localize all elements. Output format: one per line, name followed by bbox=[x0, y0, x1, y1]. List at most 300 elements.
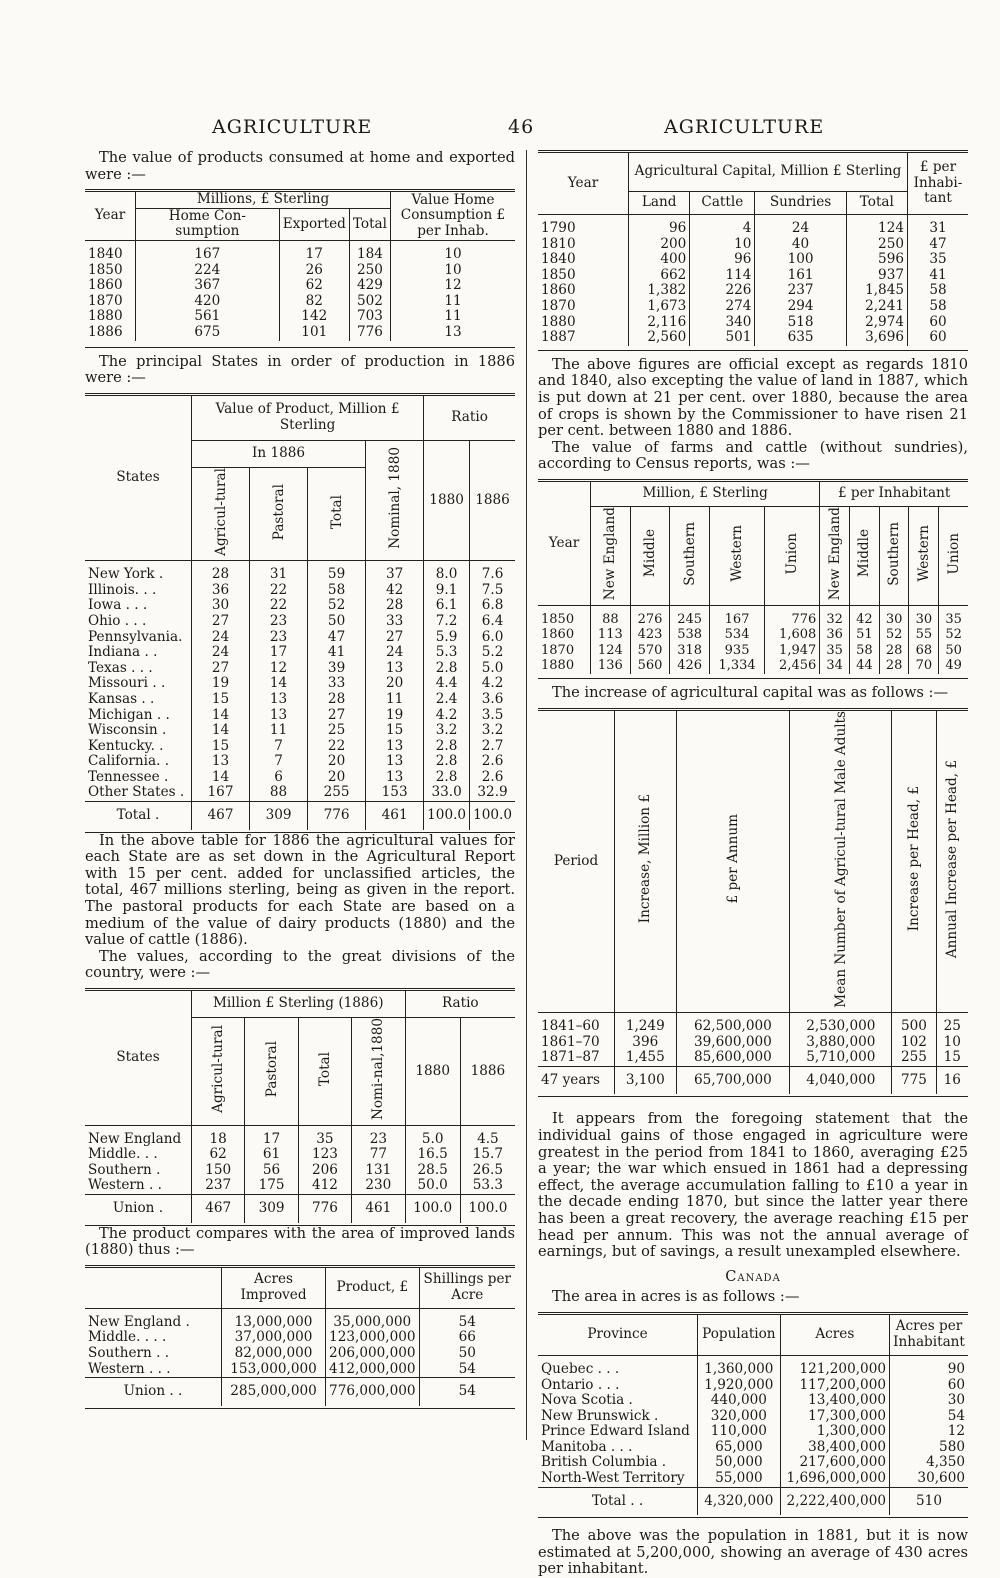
table-cell: 538 bbox=[670, 627, 710, 643]
table-cell: 206 bbox=[298, 1163, 351, 1179]
t5-row bbox=[538, 215, 968, 237]
t6-col-header: Union bbox=[765, 506, 820, 605]
table-cell: 124 bbox=[846, 215, 907, 237]
t8-province-header: Province bbox=[587, 1326, 648, 1343]
t2-row bbox=[85, 785, 515, 801]
table-cell: 501 bbox=[690, 330, 755, 346]
table-cell: 4,040,000 bbox=[790, 1066, 892, 1094]
table-cell: 1880 bbox=[541, 658, 575, 674]
t5-row bbox=[538, 315, 968, 331]
table-cell: 35 bbox=[939, 605, 968, 627]
table-cell: 1880 bbox=[88, 308, 123, 325]
table-cell: 36 bbox=[820, 627, 850, 643]
table-cell: Southern . bbox=[88, 1161, 161, 1178]
table-cell: Total . bbox=[116, 807, 160, 824]
table-cell: California. . bbox=[88, 753, 170, 770]
t8-row bbox=[538, 1440, 968, 1456]
t3-1880-header: 1880 bbox=[405, 1018, 460, 1126]
table-cell: 1,947 bbox=[765, 643, 820, 659]
table-cell: 19 bbox=[192, 676, 250, 692]
table-cell: 412 bbox=[298, 1178, 351, 1194]
table-cell: 184 bbox=[349, 240, 390, 262]
table-cell: 153 bbox=[366, 785, 424, 801]
t6-col-header: Middle bbox=[630, 506, 670, 605]
table-cell: 49 bbox=[939, 658, 968, 674]
table-cell: 30 bbox=[909, 605, 939, 627]
table-cell: 1,696,000,000 bbox=[780, 1471, 889, 1487]
t4-shillings-header: Shillings per Acre bbox=[419, 1266, 515, 1308]
table-cell: North-West Territory bbox=[541, 1470, 685, 1487]
t4-blank-header bbox=[85, 1266, 222, 1308]
table-cell: 776,000,000 bbox=[326, 1378, 419, 1406]
table-cell: 224 bbox=[136, 263, 280, 279]
table-cell: 14 bbox=[192, 770, 250, 786]
table-cell: 1850 bbox=[88, 261, 123, 278]
t8-row bbox=[538, 1424, 968, 1440]
table-cell: Wisconsin . bbox=[88, 722, 167, 739]
intro-states: The principal States in order of production in 1886 were :— bbox=[85, 352, 515, 387]
t8-row bbox=[538, 1393, 968, 1409]
t2-states-header: States bbox=[116, 469, 160, 486]
table-cell: 42 bbox=[850, 605, 880, 627]
t2-row bbox=[85, 561, 515, 583]
table-cell: 1,300,000 bbox=[780, 1424, 889, 1440]
table-cell: 27 bbox=[192, 614, 250, 630]
t4-acres-header: Acres Improved bbox=[222, 1266, 326, 1308]
table-cell: 42 bbox=[366, 583, 424, 599]
table-cell: New York . bbox=[88, 566, 164, 583]
table-cell: 13 bbox=[250, 708, 308, 724]
canada-heading: Canada bbox=[725, 1267, 781, 1285]
table-cell: 429 bbox=[349, 278, 390, 294]
improved-lands-table bbox=[85, 1265, 515, 1406]
table-cell: 20 bbox=[366, 676, 424, 692]
table-cell: 4.4 bbox=[424, 676, 470, 692]
table-cell: 30 bbox=[879, 605, 909, 627]
table-cell: 1,249 bbox=[615, 1013, 677, 1035]
table-cell: 935 bbox=[710, 643, 765, 659]
t1-row bbox=[85, 325, 515, 341]
table-cell: 44 bbox=[850, 658, 880, 674]
table-cell: 65,700,000 bbox=[676, 1066, 790, 1094]
table-cell: 82,000,000 bbox=[222, 1346, 326, 1362]
gains-paragraph: It appears from the foregoing statement that the individual gains of those engaged in agriculture were greatest in the period from 1841 to 1860, averaging £25 a year; the war which ensued in 1861 had a depressing effect, the average accumulation falling to £10 a year in the decade ending 1870, but since the latter year there has been a great recovery, the average reaching £15 per head per annum. This was not the annual average of earnings, but of savings, a result unexampled elsewhere. bbox=[538, 1110, 968, 1261]
table-cell: 22 bbox=[308, 739, 366, 755]
table-cell: 11 bbox=[391, 294, 516, 310]
table-cell: 153,000,000 bbox=[222, 1362, 326, 1378]
table-cell: 8.0 bbox=[424, 561, 470, 583]
table-cell: 40 bbox=[755, 237, 846, 253]
table-cell: 96 bbox=[690, 252, 755, 268]
table-cell: 68 bbox=[909, 643, 939, 659]
table-cell: Total . . bbox=[591, 1492, 644, 1509]
t2-ratio-header: Ratio bbox=[424, 394, 515, 440]
table-cell: 24 bbox=[192, 630, 250, 646]
table-cell: 561 bbox=[136, 309, 280, 325]
table-cell: 19 bbox=[366, 708, 424, 724]
table-cell: 2,241 bbox=[846, 299, 907, 315]
table-cell: 59 bbox=[308, 561, 366, 583]
t3-1886-header: 1886 bbox=[460, 1018, 515, 1126]
table-cell: 10 bbox=[690, 237, 755, 253]
running-head-left: AGRICULTURE bbox=[212, 116, 373, 138]
table-cell: 14 bbox=[192, 708, 250, 724]
table-cell: 255 bbox=[308, 785, 366, 801]
t5-cattle-header: Cattle bbox=[690, 192, 755, 215]
table-cell: 85,600,000 bbox=[676, 1050, 790, 1066]
table-cell: 3,880,000 bbox=[790, 1035, 892, 1051]
table-cell: 142 bbox=[279, 309, 349, 325]
t6-col-header: Western bbox=[710, 506, 765, 605]
t2-total-header: Total bbox=[308, 467, 366, 560]
table-cell: Other States . bbox=[88, 784, 185, 801]
table-cell: 100.0 bbox=[470, 802, 515, 830]
table-cell: 1840 bbox=[88, 245, 123, 262]
t7-col-header: £ per Annum bbox=[676, 709, 790, 1012]
t7-col-header: Increase per Head, £ bbox=[892, 709, 936, 1012]
table-cell: 20 bbox=[308, 754, 366, 770]
table-cell: 467 bbox=[192, 1195, 245, 1223]
table-cell: 596 bbox=[846, 252, 907, 268]
table-cell: 31 bbox=[250, 561, 308, 583]
table-cell: 440,000 bbox=[698, 1393, 781, 1409]
table-cell: 400 bbox=[629, 252, 690, 268]
t8-total-row bbox=[538, 1487, 968, 1515]
t2-row bbox=[85, 692, 515, 708]
table-cell: Quebec . . . bbox=[541, 1360, 620, 1377]
table-cell: 2.8 bbox=[424, 754, 470, 770]
t4-product-header: Product, £ bbox=[326, 1266, 419, 1308]
table-cell: 510 bbox=[890, 1487, 969, 1515]
table-cell: 15 bbox=[366, 723, 424, 739]
table-cell: 58 bbox=[908, 283, 969, 299]
table-cell: 1870 bbox=[541, 297, 576, 314]
t4-row bbox=[85, 1346, 515, 1362]
table-cell: Pennsylvania. bbox=[88, 628, 183, 645]
table-cell: 47 years bbox=[541, 1071, 600, 1088]
t5-row bbox=[538, 299, 968, 315]
table-cell: 13 bbox=[366, 661, 424, 677]
right-column bbox=[538, 150, 968, 1578]
table-cell: 1886 bbox=[88, 323, 123, 340]
table-cell: 26.5 bbox=[460, 1163, 515, 1179]
table-cell: 60 bbox=[890, 1378, 969, 1394]
table-cell: 3.2 bbox=[470, 723, 515, 739]
table-cell: Union . bbox=[112, 1200, 164, 1217]
table-cell: 937 bbox=[846, 268, 907, 284]
table-cell: 33 bbox=[308, 676, 366, 692]
t7-total-row bbox=[538, 1066, 968, 1094]
table-cell: 88 bbox=[250, 785, 308, 801]
table-cell: 412,000,000 bbox=[326, 1362, 419, 1378]
t2-row bbox=[85, 754, 515, 770]
page-number: 46 bbox=[508, 116, 535, 138]
table-cell: 1887 bbox=[541, 329, 576, 346]
t5-total-header: Total bbox=[846, 192, 907, 215]
table-cell: 7.5 bbox=[470, 583, 515, 599]
canada-area-intro: The area in acres is as follows :— bbox=[552, 1288, 800, 1306]
table-cell: Ontario . . . bbox=[541, 1376, 620, 1393]
t6-group2-header: £ per Inhabitant bbox=[820, 480, 968, 506]
t3-row bbox=[85, 1125, 515, 1147]
t3-agricultural-header: Agricul-tural bbox=[192, 1018, 245, 1126]
table-cell: 27 bbox=[192, 661, 250, 677]
table-cell: 2.8 bbox=[424, 739, 470, 755]
table-cell: 17,300,000 bbox=[780, 1409, 889, 1425]
table-cell: 123 bbox=[298, 1147, 351, 1163]
improved-lands-intro: The product compares with the area of improved lands (1880) thus :— bbox=[85, 1224, 515, 1259]
table-cell: 25 bbox=[936, 1013, 968, 1035]
table-cell: 1,455 bbox=[615, 1050, 677, 1066]
table-cell: Nova Scotia . bbox=[541, 1392, 633, 1409]
table-cell: 1850 bbox=[541, 266, 576, 283]
table-cell: 50 bbox=[419, 1346, 515, 1362]
table-cell: 90 bbox=[890, 1355, 969, 1377]
table-cell: 1871–87 bbox=[541, 1049, 600, 1066]
table-cell: 100.0 bbox=[405, 1195, 460, 1223]
table-cell: 635 bbox=[755, 330, 846, 346]
table-cell: 5.0 bbox=[470, 661, 515, 677]
divisions-intro: The values, according to the great divisions of the country, were :— bbox=[85, 947, 515, 982]
t1-total-header: Total bbox=[349, 208, 390, 240]
table-cell: 1,845 bbox=[846, 283, 907, 299]
table-cell: 58 bbox=[908, 299, 969, 315]
table-cell: 47 bbox=[308, 630, 366, 646]
table-cell: 54 bbox=[419, 1308, 515, 1330]
table-cell: 776 bbox=[349, 325, 390, 341]
table-cell: 136 bbox=[591, 658, 631, 674]
table-cell: 1870 bbox=[88, 292, 123, 309]
t3-row bbox=[85, 1163, 515, 1179]
table-cell: 6.8 bbox=[470, 598, 515, 614]
t6-row bbox=[538, 605, 968, 627]
table-cell: 13,400,000 bbox=[780, 1393, 889, 1409]
t3-row bbox=[85, 1178, 515, 1194]
states-production-table bbox=[85, 393, 515, 830]
t4-row bbox=[85, 1362, 515, 1378]
table-cell: 50,000 bbox=[698, 1455, 781, 1471]
table-cell: Middle. . . . bbox=[88, 1329, 167, 1346]
table-cell: 101 bbox=[279, 325, 349, 341]
t2-row bbox=[85, 723, 515, 739]
divisions-table bbox=[85, 988, 515, 1223]
table-cell: 35 bbox=[908, 252, 969, 268]
table-cell: 24 bbox=[366, 645, 424, 661]
table-cell: Michigan . . bbox=[88, 706, 170, 723]
table-cell: 30 bbox=[890, 1393, 969, 1409]
table-cell: 11 bbox=[250, 723, 308, 739]
t3-total-header: Total bbox=[298, 1018, 351, 1126]
table-cell: 10 bbox=[391, 263, 516, 279]
table-cell: 776 bbox=[298, 1195, 351, 1223]
table-cell: 367 bbox=[136, 278, 280, 294]
table-cell: 13 bbox=[366, 754, 424, 770]
table-cell: 776 bbox=[765, 605, 820, 627]
t2-group-header: Value of Product, Million £ Sterling bbox=[192, 394, 424, 440]
table-cell: 423 bbox=[630, 627, 670, 643]
t6-col-header: Southern bbox=[879, 506, 909, 605]
table-cell: 35,000,000 bbox=[326, 1308, 419, 1330]
table-cell: 255 bbox=[892, 1050, 936, 1066]
table-cell: 161 bbox=[755, 268, 846, 284]
t1-group-header: Millions, £ Sterling bbox=[136, 191, 391, 209]
table-cell: 167 bbox=[136, 240, 280, 262]
table-cell: 15 bbox=[192, 692, 250, 708]
t2-1886-header: 1886 bbox=[470, 440, 515, 560]
t1-row bbox=[85, 263, 515, 279]
t5-group-header: Agricultural Capital, Million £ Sterling bbox=[629, 152, 908, 192]
table-cell: 4.2 bbox=[424, 708, 470, 724]
t6-col-header: Southern bbox=[670, 506, 710, 605]
table-cell: 2.6 bbox=[470, 754, 515, 770]
table-cell: 17 bbox=[250, 645, 308, 661]
table-cell: 22 bbox=[250, 598, 308, 614]
table-cell: 1,382 bbox=[629, 283, 690, 299]
table-cell: 7.6 bbox=[470, 561, 515, 583]
t2-nominal-header: Nominal, 1880 bbox=[366, 440, 424, 560]
table-cell: 167 bbox=[192, 785, 250, 801]
table-cell: 18 bbox=[192, 1125, 245, 1147]
table-cell: 7.2 bbox=[424, 614, 470, 630]
table-cell: 1,360,000 bbox=[698, 1355, 781, 1377]
table-cell: 102 bbox=[892, 1035, 936, 1051]
t5-land-header: Land bbox=[629, 192, 690, 215]
table-cell: 17 bbox=[245, 1125, 298, 1147]
t1-exported-header: Exported bbox=[279, 208, 349, 240]
table-cell: 62 bbox=[192, 1147, 245, 1163]
table-cell: 20 bbox=[308, 770, 366, 786]
table-cell: 28 bbox=[192, 561, 250, 583]
table-cell: 2.8 bbox=[424, 770, 470, 786]
table-cell: 5.9 bbox=[424, 630, 470, 646]
table-cell: 24 bbox=[755, 215, 846, 237]
t8-row bbox=[538, 1409, 968, 1425]
t7-row bbox=[538, 1035, 968, 1051]
table-cell: 294 bbox=[755, 299, 846, 315]
table-cell: 662 bbox=[629, 268, 690, 284]
column-divider bbox=[526, 150, 527, 1440]
table-cell: Southern . . bbox=[88, 1344, 170, 1361]
t6-group1-header: Million, £ Sterling bbox=[591, 480, 820, 506]
t1-row bbox=[85, 309, 515, 325]
table-cell: 77 bbox=[352, 1147, 405, 1163]
table-cell: 1,608 bbox=[765, 627, 820, 643]
t7-col-header: Increase, Million £ bbox=[615, 709, 677, 1012]
table-cell: 461 bbox=[352, 1195, 405, 1223]
t2-row bbox=[85, 739, 515, 755]
table-cell: 250 bbox=[349, 263, 390, 279]
table-cell: 340 bbox=[690, 315, 755, 331]
table-cell: 5,710,000 bbox=[790, 1050, 892, 1066]
table-cell: 39,600,000 bbox=[676, 1035, 790, 1051]
table-cell: 36 bbox=[192, 583, 250, 599]
table-cell: 54 bbox=[890, 1409, 969, 1425]
table-cell: 27 bbox=[308, 708, 366, 724]
table-cell: 35 bbox=[820, 643, 850, 659]
farms-cattle-table bbox=[538, 479, 968, 674]
table-cell: 1,673 bbox=[629, 299, 690, 315]
table-cell: 534 bbox=[710, 627, 765, 643]
canada-note: The above was the population in 1881, but it is now estimated at 5,200,000, showing an average of 430 acres per inhabitant. bbox=[538, 1527, 968, 1578]
table-cell: 61 bbox=[245, 1147, 298, 1163]
table-cell: 2,116 bbox=[629, 315, 690, 331]
t6-row bbox=[538, 643, 968, 659]
table-cell: 56 bbox=[245, 1163, 298, 1179]
table-cell: 2,222,400,000 bbox=[780, 1487, 889, 1515]
table-cell: 23 bbox=[352, 1125, 405, 1147]
table-cell: 33 bbox=[366, 614, 424, 630]
t1-row bbox=[85, 278, 515, 294]
table-cell: 28 bbox=[366, 598, 424, 614]
table-cell: 54 bbox=[419, 1362, 515, 1378]
table-cell: 1860 bbox=[541, 282, 576, 299]
table-cell: 560 bbox=[630, 658, 670, 674]
table-cell: 309 bbox=[245, 1195, 298, 1223]
table-cell: 12 bbox=[250, 661, 308, 677]
t5-row bbox=[538, 330, 968, 346]
table-cell: 2,974 bbox=[846, 315, 907, 331]
table-cell: 5.0 bbox=[405, 1125, 460, 1147]
t8-row bbox=[538, 1378, 968, 1394]
table-cell: 55,000 bbox=[698, 1471, 781, 1487]
table-cell: Middle. . . bbox=[88, 1146, 158, 1163]
table-cell: Tennessee . bbox=[88, 768, 169, 785]
table-cell: 580 bbox=[890, 1440, 969, 1456]
table-cell: 7 bbox=[250, 739, 308, 755]
table-cell: 396 bbox=[615, 1035, 677, 1051]
table-cell: 217,600,000 bbox=[780, 1455, 889, 1471]
table-cell: 50.0 bbox=[405, 1178, 460, 1194]
table-cell: 6 bbox=[250, 770, 308, 786]
table-cell: Indiana . . bbox=[88, 644, 158, 661]
t2-row bbox=[85, 598, 515, 614]
table-cell: 1810 bbox=[541, 235, 576, 252]
table-cell: 88 bbox=[591, 605, 631, 627]
table-cell: 6.1 bbox=[424, 598, 470, 614]
table-cell: 6.4 bbox=[470, 614, 515, 630]
table-cell: 31 bbox=[908, 215, 969, 237]
table-cell: 131 bbox=[352, 1163, 405, 1179]
t2-pastoral-header: Pastoral bbox=[250, 467, 308, 560]
t6-row bbox=[538, 627, 968, 643]
table-cell: 117,200,000 bbox=[780, 1378, 889, 1394]
table-cell: 2.8 bbox=[424, 661, 470, 677]
table-cell: 113 bbox=[591, 627, 631, 643]
table-cell: 206,000,000 bbox=[326, 1346, 419, 1362]
t2-row bbox=[85, 583, 515, 599]
t3-group-header: Million £ Sterling (1886) bbox=[192, 990, 406, 1018]
table-cell: 3.5 bbox=[470, 708, 515, 724]
table-cell: 121,200,000 bbox=[780, 1355, 889, 1377]
t1-home-header: Home Con-sumption bbox=[136, 208, 280, 240]
table-cell: 1840 bbox=[541, 251, 576, 268]
t2-row bbox=[85, 676, 515, 692]
t4-row bbox=[85, 1330, 515, 1346]
t6-col-header: Middle bbox=[850, 506, 880, 605]
table-cell: 776 bbox=[308, 802, 366, 830]
table-cell: 5.3 bbox=[424, 645, 470, 661]
table-cell: Illinois. . . bbox=[88, 581, 157, 598]
table-cell: 37,000,000 bbox=[222, 1330, 326, 1346]
table-cell: 13 bbox=[366, 770, 424, 786]
table-cell: 51 bbox=[850, 627, 880, 643]
table-cell: 22 bbox=[250, 583, 308, 599]
table-cell: 13 bbox=[192, 754, 250, 770]
table-cell: 41 bbox=[908, 268, 969, 284]
table-cell: 15 bbox=[192, 739, 250, 755]
t2-sub-header: In 1886 bbox=[192, 440, 366, 467]
running-head-right: AGRICULTURE bbox=[664, 116, 825, 138]
